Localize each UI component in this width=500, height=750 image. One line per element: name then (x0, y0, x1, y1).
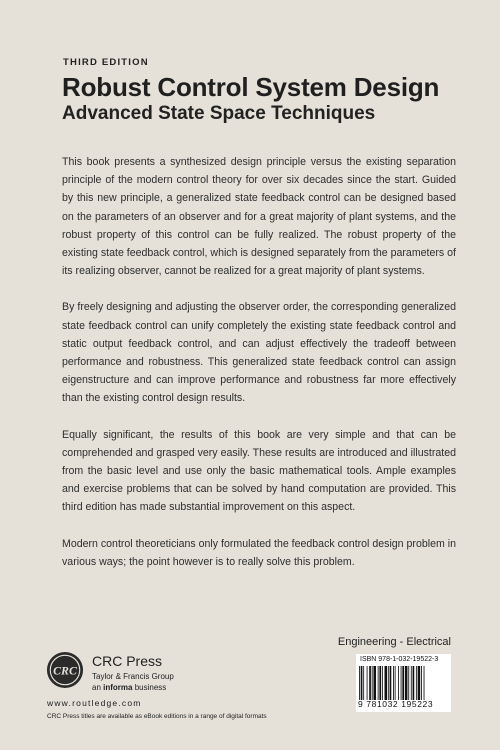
barcode-bars (359, 666, 448, 700)
book-subtitle: Advanced State Space Techniques (62, 103, 376, 124)
publisher-informa (92, 683, 166, 692)
subject-category: Engineering - Electrical (337, 636, 451, 648)
logo-text: CRC (53, 663, 77, 678)
blurb (62, 153, 456, 589)
crc-logo-icon (46, 651, 84, 689)
book-title: Robust Control System Design (62, 72, 440, 102)
publisher-name: CRC Press (92, 653, 163, 669)
informa-prefix: an (92, 683, 104, 692)
blurb-paragraph-3: Equally significant, the results of this book are very simple and that can be comprehended and grasped very easily. These results are introduced and illustrated from the basic level and use only the basic mathematical tools. Ample examples and exercise problems that can be solved by hand computation are provided. This third edition has made substantial improvement on this aspect. (62, 428, 456, 514)
ebook-footnote: CRC Press titles are available as eBook editions in a range of digital formats (47, 713, 267, 720)
blurb-paragraph-1: This book presents a synthesized design principle versus the existing separation principle of the modern control theory for over six decades since the start. Guided by this new principle, a generalized state feedback control can be designed based on the parameters of an observer and for a great majority of plant systems, and the robust property of this control can be fully realized. The robust property of the existing state feedback control, which is designed separately from the parameters of its realizing observer, cannot be realized for a great majority of plant systems. (62, 156, 456, 278)
blurb-paragraph-4: Modern control theoreticians only formulated the feedback control design problem in various ways; the point however is to really solve this problem. (62, 537, 456, 568)
isbn-text: ISBN 978-1-032-19522-3 (360, 656, 439, 663)
barcode (356, 654, 451, 712)
blurb-paragraph-2: By freely designing and adjusting the observer order, the corresponding generalized state feedback control can unify completely the existing state feedback control and static output feedback control, and can adjust effectively the tradeoff between performance and robustness. This generalized state feedback control can assign eigenstructure and can improve performance and robustness far more effectively than the existing control design results. (62, 301, 456, 405)
publisher-group: Taylor & Francis Group (92, 672, 174, 681)
informa-suffix: business (132, 683, 167, 692)
barcode-number: 9 781032 195223 (358, 699, 434, 709)
informa-bold: informa (103, 683, 133, 692)
publisher-url[interactable]: www.routledge.com (47, 698, 142, 708)
edition-label: THIRD EDITION (63, 57, 149, 68)
